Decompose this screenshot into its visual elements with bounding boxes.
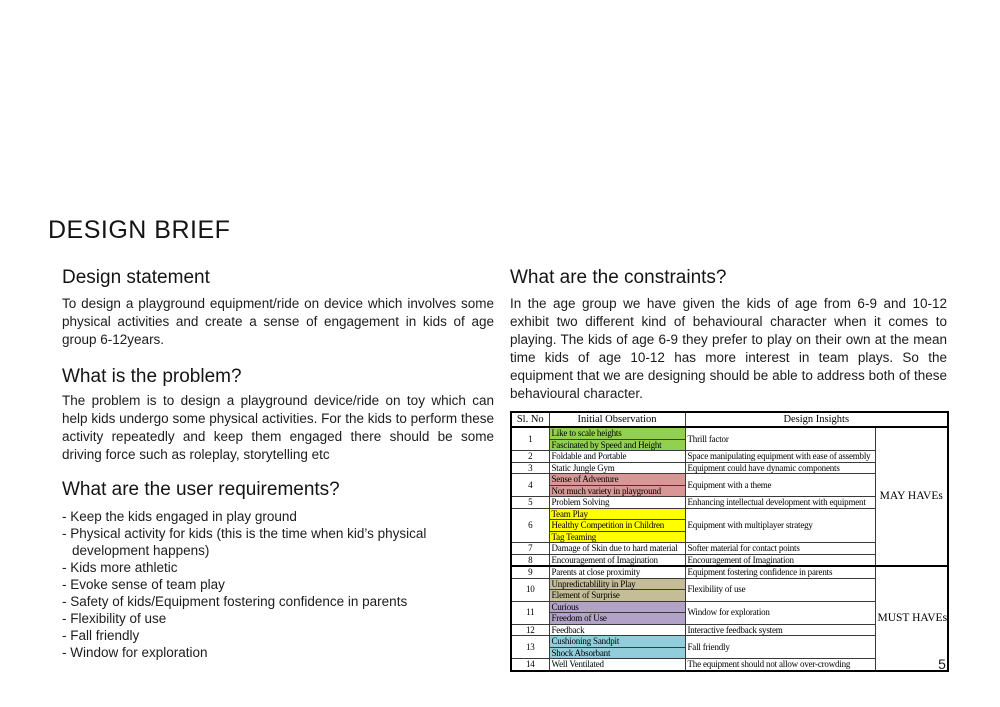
cell-sl-no: 4 [511, 474, 549, 497]
cell-sl-no: 7 [511, 543, 549, 555]
cell-sl-no: 5 [511, 497, 549, 509]
cell-observation: Unpredictablility in Play [549, 578, 685, 590]
cell-sl-no: 9 [511, 566, 549, 578]
cell-observation: Not much variety in playground [549, 485, 685, 497]
problem-body: The problem is to design a playground device/ride on toy which can help kids undergo some physical activities. For the kids to perform these activity repeatedly and keep them engaged there should be some driving force such as roleplay, storytelling etc [62, 393, 494, 462]
cell-insight: Fall friendly [685, 636, 875, 659]
requirement-item: - Kids more athletic [62, 560, 178, 575]
cell-observation: Freedom of Use [549, 613, 685, 625]
problem-heading: What is the problem? [62, 366, 242, 387]
cell-observation: Team Play [549, 508, 685, 520]
header-design-insights: Design Insights [685, 412, 948, 427]
cell-insight: Window for exploration [685, 601, 875, 624]
cell-observation: Problem Solving [549, 497, 685, 509]
cell-observation: Cushioning Sandpit [549, 636, 685, 648]
page-number: 5 [938, 656, 946, 672]
cell-observation: Tag Teaming [549, 531, 685, 543]
left-column [62, 266, 494, 661]
cell-sl-no: 11 [511, 601, 549, 624]
cell-insight: Equipment with multiplayer strategy [685, 508, 875, 543]
header-sl-no: Sl. No [511, 412, 549, 427]
cell-observation: Fascinated by Speed and Height [549, 439, 685, 451]
design-statement-heading: Design statement [62, 267, 210, 288]
cell-observation: Static Jungle Gym [549, 462, 685, 474]
cell-insight: Softer material for contact points [685, 543, 875, 555]
constraints-heading: What are the constraints? [510, 267, 727, 288]
cell-insight: Interactive feedback system [685, 624, 875, 636]
cell-insight: Space manipulating equipment with ease of assembly [685, 451, 875, 463]
requirement-item: - Safety of kids/Equipment fostering confidence in parents [62, 594, 408, 609]
requirement-item: - Fall friendly [62, 628, 140, 643]
cell-sl-no: 8 [511, 554, 549, 566]
cell-observation: Sense of Adventure [549, 474, 685, 486]
requirement-item: - Keep the kids engaged in play ground [62, 509, 297, 524]
constraints-table-wrap [510, 411, 947, 672]
constraints-body: In the age group we have given the kids of age from 6-9 and 10-12 exhibit two different kind of behavioural character when it comes to playing. The kids of age 6-9 they prefer to play on their own at the mean time kids of age 10-12 has more interest in team plays. So the equipment that we are designing should be able to address both of these behavioural character. [510, 296, 947, 401]
page-title: DESIGN BRIEF [48, 216, 231, 244]
requirement-item: - Window for exploration [62, 645, 208, 660]
cell-observation: Encouragement of Imagination [549, 554, 685, 566]
cell-sl-no: 1 [511, 427, 549, 451]
requirements-list [62, 508, 494, 661]
cell-sl-no: 6 [511, 508, 549, 543]
cell-sl-no: 12 [511, 624, 549, 636]
cell-sl-no: 13 [511, 636, 549, 659]
table-row [511, 427, 948, 439]
header-initial-observation: Initial Observation [549, 412, 685, 427]
cell-insight: The equipment should not allow over-crowding [685, 659, 875, 671]
cell-observation: Foldable and Portable [549, 451, 685, 463]
cell-observation: Element of Surprise [549, 590, 685, 602]
requirement-item: - Flexibility of use [62, 611, 167, 626]
requirement-item: - Evoke sense of team play [62, 577, 225, 592]
cell-sl-no: 14 [511, 659, 549, 671]
design-statement-body: To design a playground equipment/ride on device which involves some physical activities and create a sense of engagement in kids of age group 6-12years. [62, 296, 494, 347]
cell-sl-no: 10 [511, 578, 549, 601]
cell-insight: Enhancing intellectual development with equipment [685, 497, 875, 509]
cell-category: MAY HAVEs [875, 427, 948, 566]
cell-insight: Encouragement of Imagination [685, 554, 875, 566]
cell-observation: Shock Absorbant [549, 647, 685, 659]
cell-insight: Equipment fostering confidence in parents [685, 566, 875, 578]
right-column [510, 266, 947, 672]
cell-observation: Well Ventilated [549, 659, 685, 671]
requirement-item: - Physical activity for kids (this is the time when kid’s physical development happens) [62, 526, 427, 558]
cell-observation: Damage of Skin due to hard material [549, 543, 685, 555]
requirements-heading: What are the user requirements? [62, 479, 340, 500]
constraints-table [510, 411, 949, 672]
cell-observation: Healthy Competition in Children [549, 520, 685, 532]
cell-observation: Parents at close proximity [549, 566, 685, 578]
cell-observation: Curious [549, 601, 685, 613]
cell-insight: Equipment could have dynamic components [685, 462, 875, 474]
table-header-row [511, 412, 948, 427]
cell-category: MUST HAVEs [875, 566, 948, 671]
cell-sl-no: 2 [511, 451, 549, 463]
cell-observation: Feedback [549, 624, 685, 636]
cell-insight: Thrill factor [685, 427, 875, 451]
cell-observation: Like to scale heights [549, 427, 685, 439]
table-row [511, 566, 948, 578]
constraints-table-body [511, 427, 948, 671]
cell-insight: Flexibility of use [685, 578, 875, 601]
cell-sl-no: 3 [511, 462, 549, 474]
cell-insight: Equipment with a theme [685, 474, 875, 497]
